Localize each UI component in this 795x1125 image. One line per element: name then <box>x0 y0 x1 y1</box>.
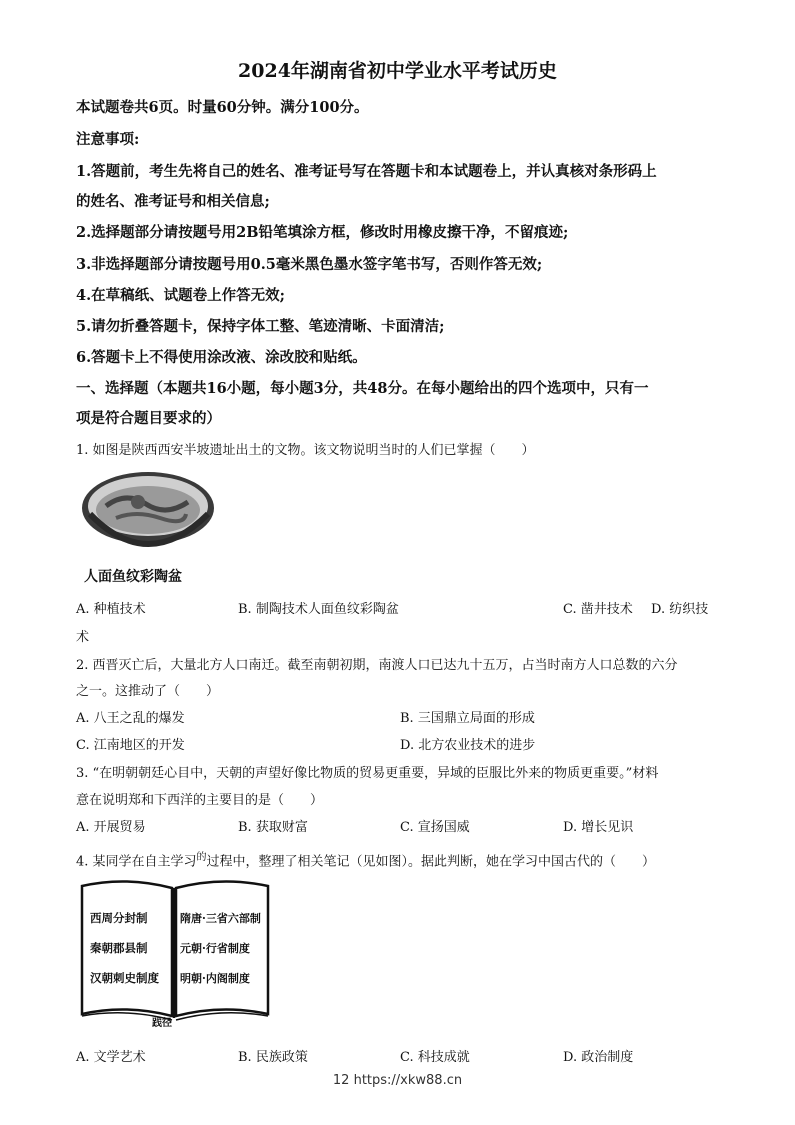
question-4-stem-part: 4. 某同学在自主学习 <box>76 854 197 870</box>
option-a[interactable]: A. 开展贸易 <box>76 820 146 835</box>
notice-line: 1.答题前，考生先将自己的姓名、准考证号写在答题卡和本试题卷上，并认真核对条形码上 <box>76 163 657 180</box>
question-1-stem: 1. 如图是陕西西安半坡遗址出土的文物。该文物说明当时的人们已掌握（ ） <box>76 443 535 458</box>
option-c[interactable]: C. 江南地区的开发 <box>76 738 185 753</box>
notice-line: 5.请勿折叠答题卡，保持字体工整、笔迹清晰、卡面清洁; <box>76 318 445 335</box>
section-heading: 一、选择题（本题共16小题，每小题3分，共48分。在每小题给出的四个选项中，只有一 <box>76 380 649 397</box>
option-a[interactable]: A. 种植技术 <box>76 602 146 617</box>
page-footer: 12 https://xkw88.cn <box>332 1073 463 1088</box>
option-a[interactable]: A. 文学艺术 <box>76 1050 146 1065</box>
option-d[interactable]: D. 增长见识 <box>563 820 634 835</box>
pottery-basin-image <box>76 466 216 588</box>
image-caption: 人面鱼纹彩陶盆 <box>84 569 182 585</box>
option-c[interactable]: C. 凿井技术 <box>563 602 633 617</box>
note-right: 隋唐·三省六部制 <box>180 912 261 925</box>
note-left: 西周分封制 <box>90 911 148 925</box>
notice-heading: 注意事项: <box>76 131 140 148</box>
question-2-stem: 2. 西晋灭亡后，大量北方人口南迁。截至南朝初期，南渡人口已达九十五万，占当时南方人口总数的六分 <box>76 658 678 673</box>
question-4-stem-part: 过程中，整理了相关笔记（见如图）。据此判断，她在学习中国古代的（ ） <box>206 854 656 870</box>
option-b[interactable]: B. 获取财富 <box>238 820 308 835</box>
option-b[interactable]: B. 制陶技术人面鱼纹彩陶盆 <box>238 602 399 617</box>
question-2-stem-cont: 之一。这推动了（ ） <box>76 684 220 699</box>
option-d-continued: 术 <box>76 630 90 645</box>
question-4-stem <box>76 848 655 869</box>
section-heading-cont: 项是符合题目要求的） <box>76 410 221 427</box>
notice-line: 4.在草稿纸、试题卷上作答无效; <box>76 287 285 304</box>
note-right: 元朝·行省制度 <box>180 942 250 955</box>
notebook-image <box>76 876 272 1030</box>
question-4-stem-sup: 的 <box>196 852 207 863</box>
option-b[interactable]: B. 民族政策 <box>238 1050 308 1065</box>
option-d[interactable]: D. 政治制度 <box>563 1050 634 1065</box>
notice-line: 3.非选择题部分请按题号用0.5毫米黑色墨水签字笔书写，否则作答无效; <box>76 256 543 273</box>
option-d[interactable]: D. 北方农业技术的进步 <box>400 738 536 753</box>
image-caption: 践径 <box>152 1018 172 1029</box>
page-title: 2024年湖南省初中学业水平考试历史 <box>238 60 557 82</box>
option-b[interactable]: B. 三国鼎立局面的形成 <box>400 711 535 726</box>
notice-line: 2.选择题部分请按题号用2B铅笔填涂方框，修改时用橡皮擦干净，不留痕迹; <box>76 224 569 241</box>
option-d[interactable]: D. 纺织技 <box>651 602 709 617</box>
exam-intro: 本试题卷共6页。时量60分钟。满分100分。 <box>76 99 369 116</box>
question-3-stem: 3. “在明朝朝廷心目中，天朝的声望好像比物质的贸易更重要，异域的臣服比外来的物质更重要。”材料 <box>76 766 659 781</box>
option-c[interactable]: C. 宣扬国威 <box>400 820 470 835</box>
note-left: 汉朝刺史制度 <box>90 971 159 985</box>
notice-line: 的姓名、准考证号和相关信息; <box>76 193 270 210</box>
note-right: 明朝·内阁制度 <box>180 972 250 985</box>
option-c[interactable]: C. 科技成就 <box>400 1050 470 1065</box>
notice-line: 6.答题卡上不得使用涂改液、涂改胶和贴纸。 <box>76 349 367 366</box>
note-left: 秦朝郡县制 <box>90 941 148 955</box>
option-a[interactable]: A. 八王之乱的爆发 <box>76 711 185 726</box>
question-3-stem-cont: 意在说明郑和下西洋的主要目的是（ ） <box>76 793 324 808</box>
